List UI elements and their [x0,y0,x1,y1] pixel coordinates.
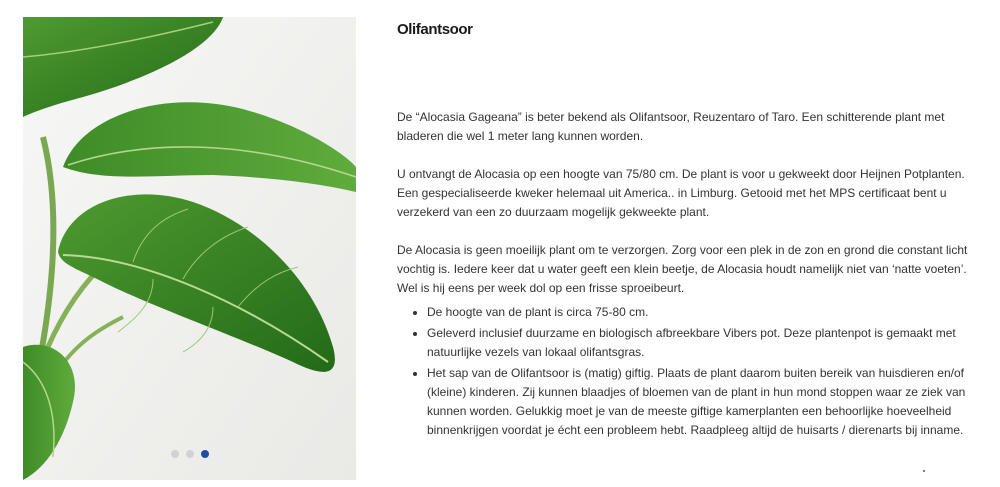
feature-list [397,303,975,440]
list-item: • De hoogte van de plant is circa 75-80 cm. [427,303,975,322]
product-image-gallery[interactable] [23,17,356,480]
product-description [397,20,975,442]
plant-photo [23,17,356,480]
description-paragraph-1: De “Alocasia Gageana” is beter bekend als Olifantsoor, Reuzentaro of Taro. Een schitterende plant met bladeren die wel 1 meter lang kunnen worden. [397,110,945,143]
divider-dot [923,470,925,472]
product-title: Olifantsoor [397,21,473,38]
description-paragraph-3: De Alocasia is geen moeilijk plant om te verzorgen. Zorg voor een plek in de zon en grond die constant licht vochtig is. Iedere keer dat u water geeft een klein beetje, de Alocasia houdt namelijk niet van ‘natte voeten’. Wel is hij eens per week dol op een frisse sproeibeurt. [397,243,968,295]
list-item: • Het sap van de Olifantsoor is (matig) giftig. Plaats de plant daarom buiten bereik van huisdieren en/of (kleine) kinderen. Zij kunnen blaadjes of bloemen van de plant in hun mond stoppen waar ze ziek van kunnen worden. Gelukkig moet je van de meeste giftige kamerplanten een behoorlijke hoeveelheid binnenkrijgen voordat je écht een probleem hebt. Raadpleeg altijd de huisarts / dierenarts bij inname. [427,364,975,440]
description-paragraph-2: U ontvangt de Alocasia op een hoogte van 75/80 cm. De plant is voor u gekweekt door Heijnen Potplanten. Een gespecialiseerde kweker helemaal uit America.. in Limburg. Getooid met het MPS certificaat bent u verzekerd van een zo duurzaam mogelijk gekweekte plant. [397,167,965,219]
gallery-dot-3[interactable] [201,450,209,458]
gallery-dot-2[interactable] [186,450,194,458]
list-item: • Geleverd inclusief duurzame en biologisch afbreekbare Vibers pot. Deze plantenpot is gemaakt met natuurlijke vezels van lokaal olifantsgras. [427,324,975,362]
gallery-dot-1[interactable] [171,450,179,458]
gallery-pagination [23,450,356,458]
